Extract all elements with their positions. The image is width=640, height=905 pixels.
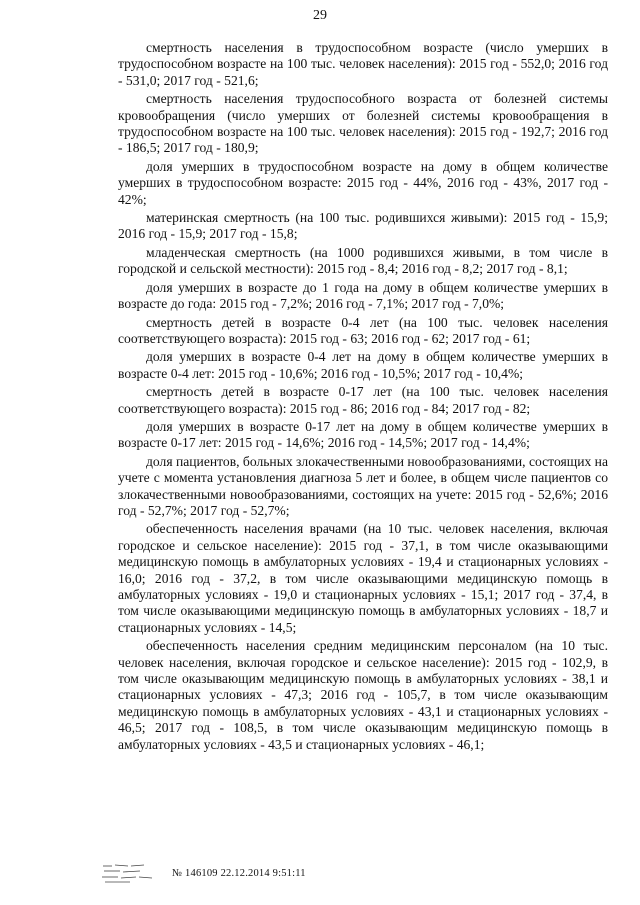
document-body [118,40,608,755]
registration-stamp-icon [100,860,158,886]
paragraph: доля пациентов, больных злокачественными новообразованиями, состоящих на учете с момента установления диагноза 5 лет и более, в общем числе пациентов со злокачественными новообразованиями, состоящих на учете: 2015 год - 52,6%; 2016 год - 52,7%; 2017 год - 52,7%; [118,453,608,518]
doc-number: 146109 [185,867,218,879]
paragraph: доля умерших в возрасте до 1 года на дому в общем количестве умерших в возрасте до года: 2015 год - 7,2%; 2016 год - 7,1%; 2017 год - 7,0%; [118,279,608,312]
paragraph: смертность детей в возрасте 0-17 лет (на 100 тыс. человек населения соответствующего возраста): 2015 год - 86; 2016 год - 84; 2017 год - 82; [118,384,608,416]
doc-number-prefix: № [172,867,183,879]
paragraph: смертность населения в трудоспособном возрасте (число умерших в трудоспособном возрасте на 100 тыс. человек населения): 2015 год - 552,0; 2016 год - 531,0; 2017 год - 521,6; [118,40,608,88]
paragraph: смертность населения трудоспособного возраста от болезней системы кровообращения (число умерших от болезней системы кровообращения в трудоспособном возрасте на 100 тыс. человек населения): 2015 год - 192,7; 2016 год - 186,5; 2017 год - 180,9; [118,91,608,156]
paragraph: смертность детей в возрасте 0-4 лет (на 100 тыс. человек населения соответствующего возраста): 2015 год - 63; 2016 год - 62; 2017 год - 61; [118,314,608,346]
document-footer [100,858,306,888]
paragraph: доля умерших в возрасте 0-4 лет на дому в общем количестве умерших в возрасте 0-4 лет: 2015 год - 10,6%; 2016 год - 10,5%; 2017 год - 10,4%; [118,349,608,381]
paragraph: доля умерших в трудоспособном возрасте на дому в общем количестве умерших в трудоспособном возрасте: 2015 год - 44%, 2016 год - 43%, 2017 год - 42%; [118,158,608,207]
paragraph: доля умерших в возрасте 0-17 лет на дому в общем количестве умерших в возрасте 0-17 лет: 2015 год - 14,6%; 2016 год - 14,5%; 2017 год - 14,4%; [118,418,608,451]
paragraph: обеспеченность населения врачами (на 10 тыс. человек населения, включая городское и сельское население): 2015 год - 37,1, в том числе оказывающими медицинскую помощь в амбулаторных условиях - 19,4 и стационарных условиях - 16,0; 2016 год - 37,2, в том числе оказывающими медицинскую помощь в амбулаторных условиях - 19,0 и стационарных условиях - 15,1; 2017 год - 37,4, в том числе оказывающими медицинскую помощь в амбулаторных условиях - 18,7 и стационарных условиях - 14,5; [118,521,608,635]
doc-timestamp: 22.12.2014 9:51:11 [220,867,306,879]
paragraph: младенческая смертность (на 1000 родившихся живыми, в том числе в городской и сельской местности): 2015 год - 8,4; 2016 год - 8,2; 2017 год - 8,1; [118,244,608,277]
paragraph: обеспеченность населения средним медицинским персоналом (на 10 тыс. человек населения, включая городское и сельское население): 2015 год - 102,9, в том числе оказывающим медицинскую помощь в амбулаторных условиях - 38,1 и стационарных условиях - 47,3; 2016 год - 105,7, в том числе оказывающим медицинскую помощь в амбулаторных условиях - 43,1 и стационарных условиях - 46,5; 2017 год - 108,5, в том числе оказывающим медицинскую помощь в амбулаторных условиях - 43,5 и стационарных условиях - 46,1; [118,638,608,752]
document-registration-info [172,868,306,879]
page-number: 29 [313,8,327,23]
paragraph: материнская смертность (на 100 тыс. родившихся живыми): 2015 год - 15,9; 2016 год - 15,9; 2017 год - 15,8; [118,210,608,242]
